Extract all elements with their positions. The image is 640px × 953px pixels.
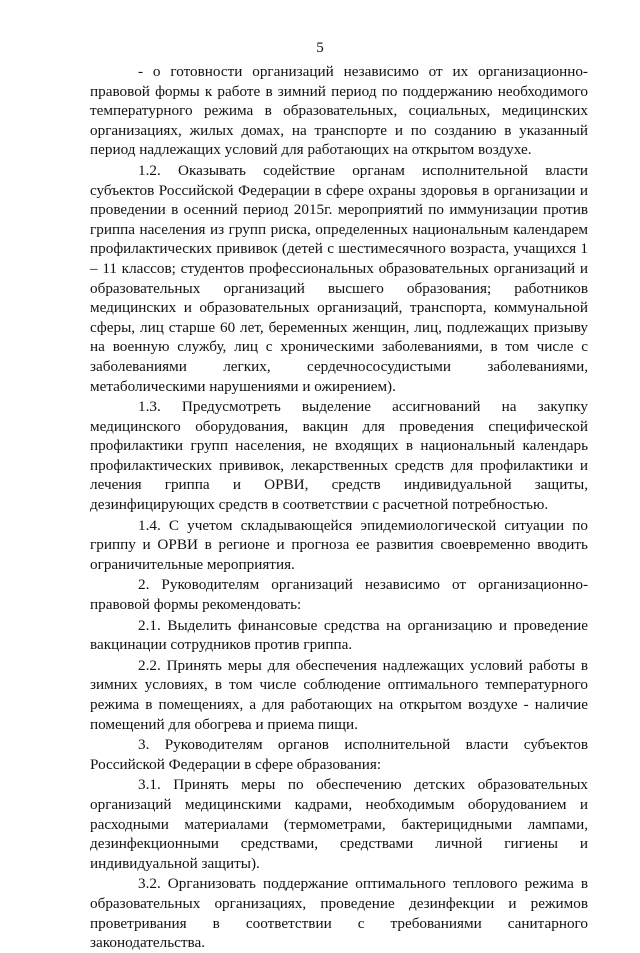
paragraph-3-2: 3.2. Организовать поддержание оптимального теплового режима в образовательных организациях, проведение дезинфекции и режимов проветривания в соответствии с требованиями санитарного законодательства. — [90, 875, 588, 952]
paragraph-3: 3. Руководителям органов исполнительной власти субъектов Российской Федерации в сфере образования: — [90, 736, 588, 773]
paragraph-2: 2. Руководителям организаций независимо от организационно-правовой формы рекомендовать: — [90, 576, 588, 614]
paragraph-3-1: 3.1. Принять меры по обеспечению детских образовательных организаций медицинскими кадрами, необходимым оборудованием и расходными материалами (термометрами, бактерицидными лампами, дезинфекционными средствами, средствами личной гигиены и индивидуальной защиты). — [90, 776, 588, 872]
paragraph-readiness: - о готовности организаций независимо от их организационно-правовой формы к работе в зимний период по поддержанию необходимого температурного режима в образовательных, социальных, медицинских организациях, жилых домах, на транспорте и по созданию в указанный период надлежащих условий для работающих на открытом воздухе. — [90, 63, 588, 159]
paragraph-2-1: 2.1. Выделить финансовые средства на организацию и проведение вакцинации сотрудников против гриппа. — [90, 616, 588, 654]
paragraph-2-2: 2.2. Принять меры для обеспечения надлежащих условий работы в зимних условиях, в том числе соблюдение оптимального температурного режима в помещениях, а для работающих на открытом воздухе - наличие помещений для обогрева и приема пищи. — [90, 656, 588, 733]
paragraph-1-3: 1.3. Предусмотреть выделение ассигнований на закупку медицинского оборудования, вакцин для проведения специфической профилактики групп населения, не входящих в национальный календарь профилактических прививок, лекарственных средств для профилактики и лечения гриппа и ОРВИ, средств индивидуальной защиты, дезинфицирующих средств в соответствии с расчетной потребностью. — [90, 398, 588, 514]
paragraph-1-4: 1.4. С учетом складывающейся эпидемиологической ситуации по гриппу и ОРВИ в регионе и прогноза ее развития своевременно вводить ограничительные мероприятия. — [90, 516, 588, 573]
page-number: 5 — [316, 40, 324, 56]
paragraph-1-2: 1.2. Оказывать содействие органам исполнительной власти субъектов Российской Федерации в сфере охраны здоровья в организации и проведении в осенний период 2015г. мероприятий по иммунизации против гриппа населения из групп риска, определенных национальным календарем профилактических прививок (детей с шестимесячного возраста, учащихся 1 – 11 классов; студентов профессиональных образовательных организаций и образовательных организаций высшего образования; работников медицинских и образовательных организаций, транспорта, коммунальной сферы, лиц старше 60 лет, беременных женщин, лиц, подлежащих призыву на военную службу, лиц с хроническими заболеваниями, в том числе с заболеваниями легких, сердечнососудистыми заболеваниями, метаболическими нарушениями и ожирением). — [90, 161, 588, 395]
document-body — [90, 62, 588, 953]
